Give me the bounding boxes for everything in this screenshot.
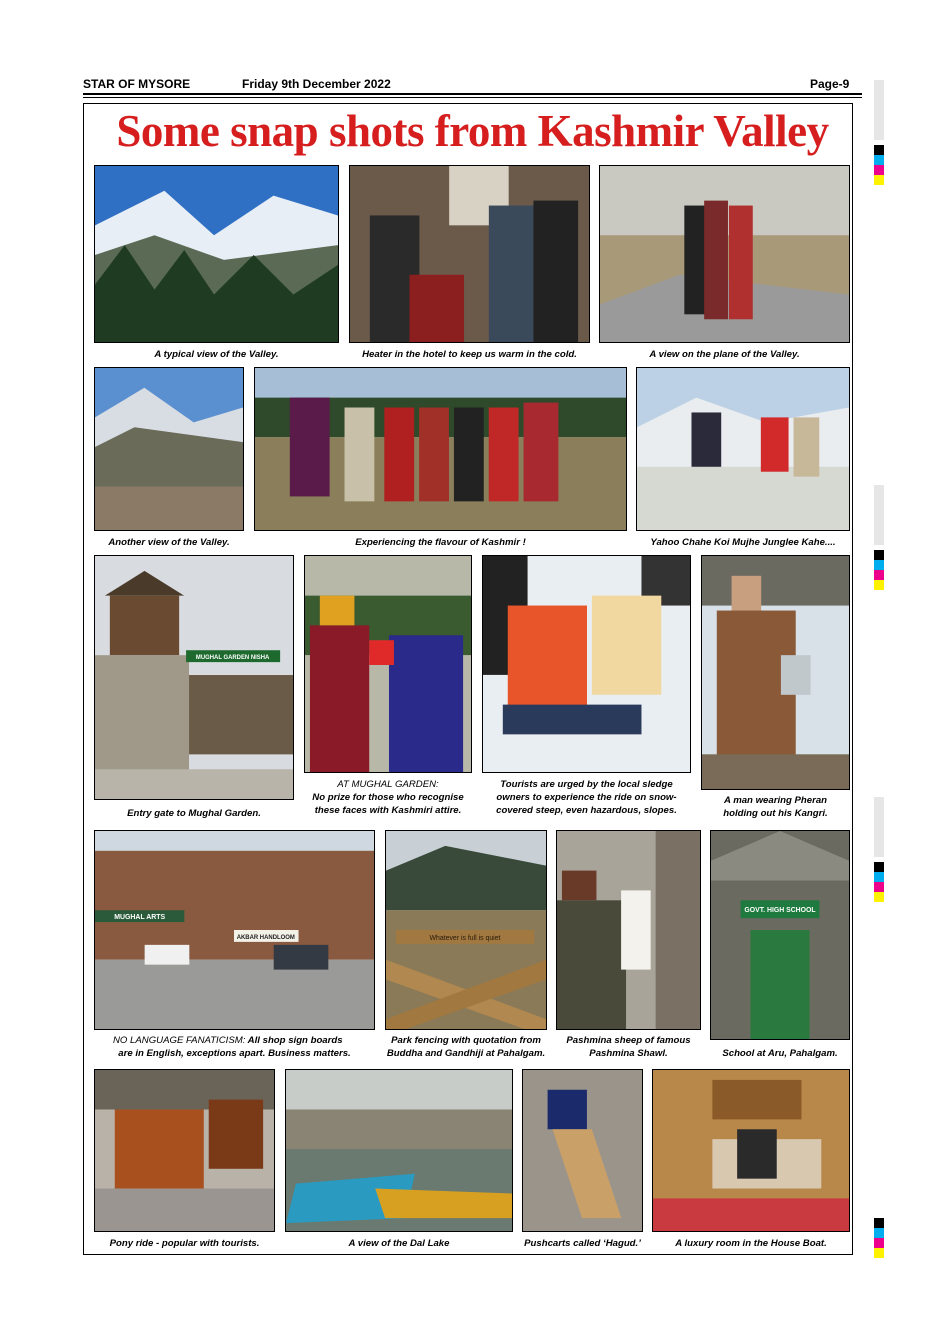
photo-kashmiri-attire-group [254,367,627,531]
caption-no-language-fanaticism [113,1034,375,1060]
cyan-reg-mark-4 [874,1228,884,1238]
photo-hotel-heater [349,165,590,343]
header-rule [83,93,862,95]
photo-dal-lake [285,1069,513,1232]
caption-pashmina-line2: Pashmina Shawl. [589,1048,668,1059]
caption-park-fencing [385,1034,547,1060]
page-number: Page-9 [810,77,850,91]
caption-pheran-line2: holding out his Kangri. [723,808,828,819]
magenta-reg-mark-4 [874,1238,884,1248]
black-reg-mark-4 [874,1218,884,1228]
grey-registration-bar-3 [874,797,884,857]
black-reg-mark-3 [874,862,884,872]
cyan-reg-mark-3 [874,872,884,882]
caption-mughal-attire-line1: AT MUGHAL GARDEN: [337,779,439,790]
cyan-reg-mark-2 [874,560,884,570]
photo-school-aru [710,830,850,1040]
caption-mughal-attire-line2: No prize for those who recognise [312,792,464,803]
grey-registration-bar-2 [874,485,884,545]
yellow-reg-mark [874,175,884,185]
cyan-reg-mark [874,155,884,165]
sign-fence-quote: Whatever is full is quiet [429,934,501,942]
caption-houseboat: A luxury room in the House Boat. [675,1238,827,1249]
caption-hagud: Pushcarts called ‘Hagud.’ [524,1238,641,1249]
photo-snow-sledge [482,555,691,773]
caption-pashmina-line1: Pashmina sheep of famous [566,1035,691,1046]
caption-shop-line1: All shop sign boards [245,1035,343,1046]
paper-name: STAR OF MYSORE [83,77,191,91]
header-rule-thin [83,97,862,98]
caption-entry-gate: Entry gate to Mughal Garden. [127,808,261,819]
yellow-reg-mark-2 [874,580,884,590]
caption-mughal-attire [304,778,472,817]
caption-shop-lead: NO LANGUAGE FANATICISM: [113,1035,246,1046]
caption-sledge-line2: owners to experience the ride on snow- [496,792,677,803]
caption-mughal-attire-line3: these faces with Kashmiri attire. [314,805,462,816]
photo-mughal-garden-gate [94,555,294,800]
caption-pony: Pony ride - popular with tourists. [109,1238,260,1249]
page-title: Some snap shots from Kashmir Valley [116,106,829,156]
caption-sledge-line3: covered steep, even hazardous, slopes. [496,805,677,816]
photo-hagud-pushcart [522,1069,643,1232]
caption-park-line1: Park fencing with quotation from [391,1035,541,1046]
photo-pashmina-sheep [556,830,701,1030]
caption-dal-lake: A view of the Dal Lake [348,1238,450,1249]
sign-mughal-arts: MUGHAL ARTS [114,914,166,922]
caption-pheran [701,794,850,820]
sign-akbar-handloom: AKBAR HANDLOOM [236,934,295,941]
sign-govt-school: GOVT. HIGH SCHOOL [744,907,816,915]
sign-mughal-garden: MUGHAL GARDEN NISHA [195,655,270,662]
yellow-reg-mark-4 [874,1248,884,1258]
caption-pheran-line1: A man wearing Pheran [723,795,828,806]
photo-mughal-garden-attire [304,555,472,773]
black-reg-mark [874,145,884,155]
photo-valley-plane [599,165,850,343]
black-reg-mark-2 [874,550,884,560]
photo-another-valley [94,367,244,531]
grey-registration-bar [874,80,884,140]
caption-valley-plane: A view on the plane of the Valley. [649,349,800,360]
magenta-reg-mark [874,165,884,175]
photo-jumping-tourists [636,367,850,531]
caption-sledge-line1: Tourists are urged by the local sledge [500,779,673,790]
caption-school: School at Aru, Pahalgam. [722,1048,838,1059]
caption-sledge [482,778,691,817]
photo-shop-signboards [94,830,375,1030]
caption-another-view: Another view of the Valley. [108,537,230,548]
caption-junglee: Yahoo Chahe Koi Mujhe Junglee Kahe.... [650,537,836,548]
issue-date: Friday 9th December 2022 [242,77,391,91]
photo-man-pheran [701,555,850,790]
caption-pashmina [556,1034,701,1060]
caption-flavour: Experiencing the flavour of Kashmir ! [355,537,526,548]
photo-park-fencing [385,830,547,1030]
photo-pony-ride [94,1069,275,1232]
photo-houseboat-room [652,1069,850,1232]
caption-heater: Heater in the hotel to keep us warm in the cold. [362,349,577,360]
magenta-reg-mark-2 [874,570,884,580]
caption-shop-line2: are in English, exceptions apart. Business matters. [118,1048,351,1059]
caption-typical-view: A typical view of the Valley. [154,349,279,360]
caption-park-line2: Buddha and Gandhiji at Pahalgam. [386,1048,546,1059]
magenta-reg-mark-3 [874,882,884,892]
photo-valley-mountains [94,165,339,343]
yellow-reg-mark-3 [874,892,884,902]
